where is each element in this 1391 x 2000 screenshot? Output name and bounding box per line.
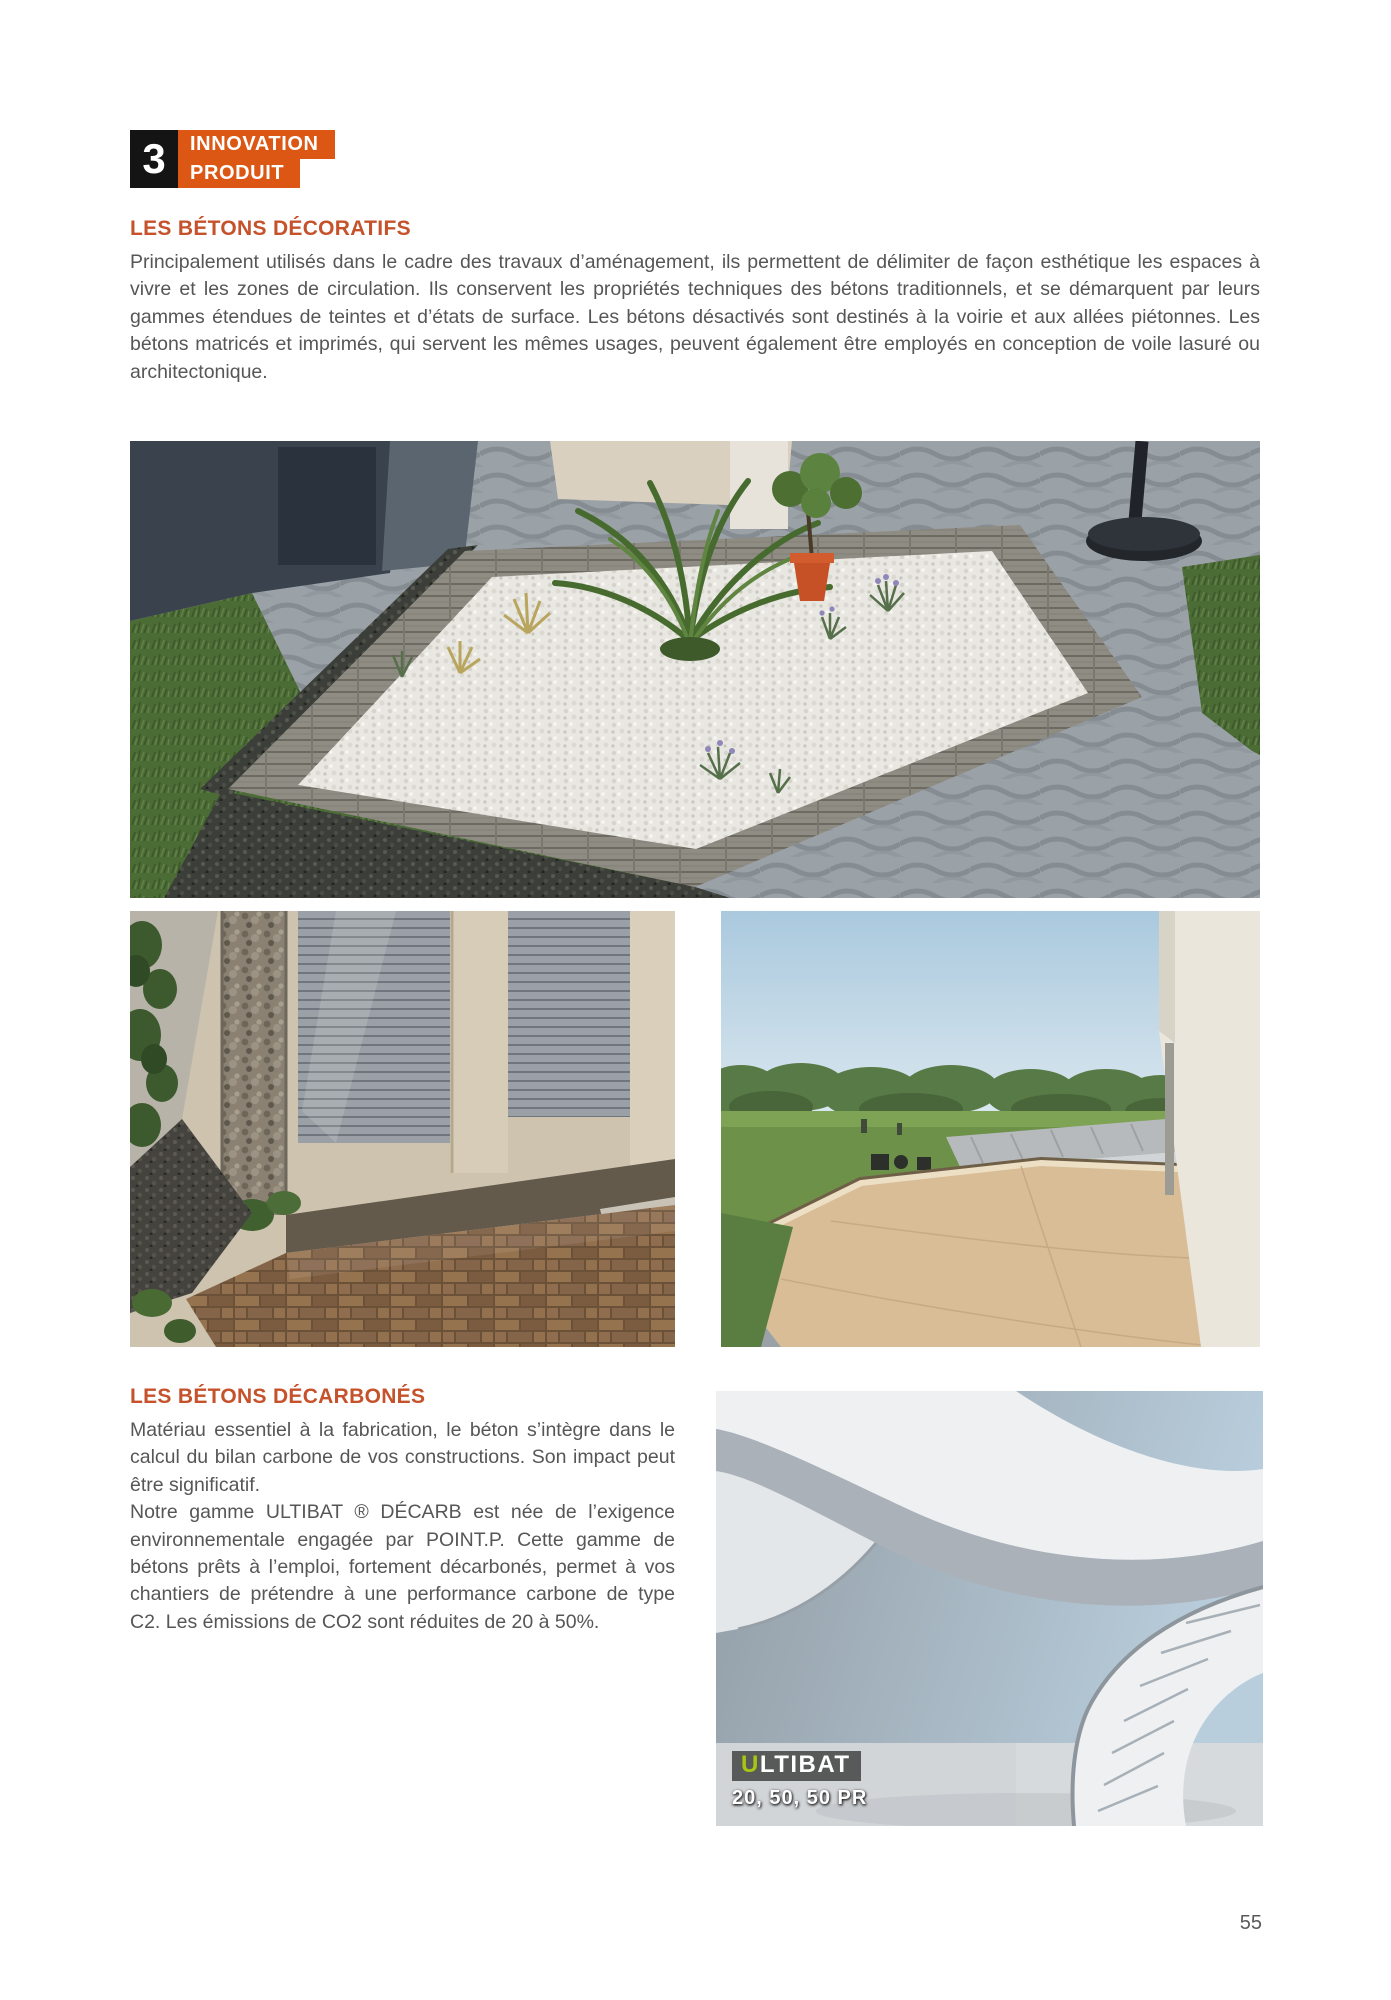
terrace-photo (721, 911, 1260, 1347)
ultibat-logo-initial: U (741, 1751, 760, 1778)
stamped-path-illustration (130, 911, 675, 1347)
heading-betons-decoratifs: LES BÉTONS DÉCORATIFS (130, 217, 411, 240)
decarbones-paragraph-1: Matériau essentiel à la fabrication, le béton s’intègre dans le calcul du bilan carbone de vos constructions. Son impact peut être significatif. (130, 1419, 675, 1496)
chapter-badge-labels (178, 130, 335, 188)
page-number: 55 (1239, 1912, 1262, 1934)
badge-line-produit: PRODUIT (178, 159, 300, 188)
paragraph-betons-decoratifs: Principalement utilisés dans le cadre des travaux d’aménagement, ils permettent de délimiter de façon esthétique les espaces à vivre et les zones de circulation. Ils conservent les propriétés techniques des bétons traditionnels, et se démarquent par leurs gammes étendues de teintes et d’états de surface. Les bétons désactivés sont destinés à la voirie et aux allées piétonnes. Les bétons matricés et imprimés, qui servent les mêmes usages, peuvent également être employés en conception de voile lasuré ou architectonique. (130, 251, 1260, 383)
chapter-badge (130, 130, 335, 188)
decarbones-paragraph-2: Notre gamme ULTIBAT ® DÉCARB est née de l’exigence environnementale engagée par POINT.P. Cette gamme de bétons prêts à l’emploi, fortement décarbonés, permet à vos chantiers de prétendre à une performance carbone de type C2. Les émissions de CO2 sont réduites de 20 à 50%. (130, 1501, 675, 1633)
garden-photo-illustration (130, 441, 1260, 898)
paragraph-betons-decarbones (130, 1417, 675, 1636)
ultibat-range-label: 20, 50, 50 PR (732, 1787, 868, 1809)
heading-betons-decarbones: LES BÉTONS DÉCARBONÉS (130, 1385, 426, 1408)
badge-line-innovation: INNOVATION (178, 130, 335, 159)
terrace-illustration (721, 911, 1260, 1347)
staircase-photo (716, 1391, 1263, 1826)
garden-photo (130, 441, 1260, 898)
chapter-number: 3 (130, 130, 178, 188)
stamped-path-photo (130, 911, 675, 1347)
ultibat-logo-rest: LTIBAT (759, 1751, 851, 1778)
ultibat-logo (732, 1751, 861, 1781)
